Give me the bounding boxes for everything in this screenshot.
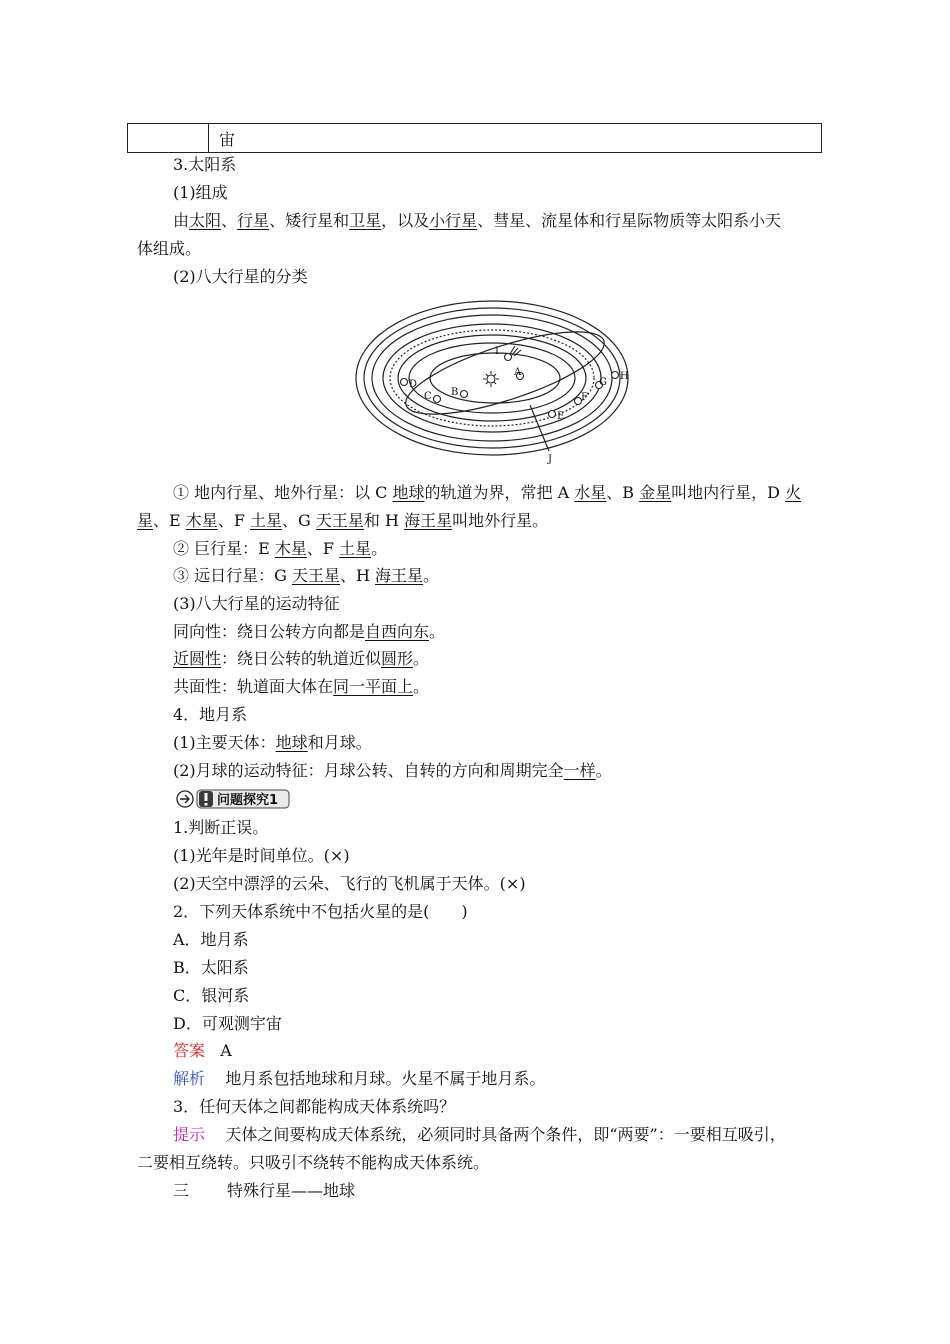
tag-label: 问题探究1	[217, 793, 279, 808]
option-c: C．银河系	[173, 986, 250, 1005]
composition-line1: 由太阳、行星、矮行星和卫星，以及小行星、彗星、流星体和行星际物质等太阳系小天	[173, 211, 782, 230]
hint-label: 提示	[173, 1125, 206, 1144]
hint-line2: 二要相互绕转。只吸引不绕转不能构成天体系统。	[137, 1153, 490, 1172]
label-I: I	[495, 346, 499, 357]
option-a: A．地月系	[173, 930, 249, 949]
answer-line	[173, 1041, 232, 1061]
motion-line1: 同向性：绕日公转方向都是自西向东。	[173, 622, 446, 641]
classification-1-line1: ① 地内行星、地外行星：以 C 地球的轨道为界，常把 A 水星、B 金星叫地内行星，D 火	[173, 483, 802, 502]
solar-system-diagram	[355, 298, 645, 468]
q1: 1.判断正误。	[173, 818, 269, 837]
answer-value: A	[220, 1041, 232, 1060]
classification-3: ③ 远日行星：G 天王星、H 海王星。	[173, 566, 440, 585]
table-fragment	[127, 123, 822, 153]
motion-line3: 共面性：轨道面大体在同一平面上。	[173, 677, 430, 696]
label-G: G	[599, 377, 607, 388]
composition-line2: 体组成。	[137, 239, 202, 258]
explanation-label: 解析	[173, 1069, 206, 1088]
section-three-heading: 三 特殊行星——地球	[173, 1181, 356, 1200]
explanation-line: 解析 地月系包括地球和月球。火星不属于地月系。	[173, 1069, 546, 1088]
section-4-line1: (1)主要天体：地球和月球。	[173, 733, 372, 752]
label-H: H	[620, 371, 629, 382]
label-A: A	[514, 367, 522, 378]
label-D: D	[409, 379, 418, 390]
section-3-title: 3.太阳系	[173, 155, 237, 174]
answer-label: 答案	[173, 1041, 206, 1060]
classification-1-line2: 星、E 木星、F 土星、G 天王星和 H 海王星叫地外行星。	[137, 511, 549, 530]
q3: 3．任何天体之间都能构成天体系统吗？	[173, 1097, 456, 1116]
motion-title: (3)八大行星的运动特征	[173, 594, 340, 613]
label-B: B	[451, 387, 459, 398]
section-3-sub1: (1)组成	[173, 183, 228, 202]
motion-line2: 近圆性：绕日公转的轨道近似圆形。	[173, 649, 430, 668]
table-cell: 宙	[219, 130, 236, 149]
option-d: D．可观测宇宙	[173, 1014, 282, 1033]
table-divider	[208, 124, 209, 152]
q1a: (1)光年是时间单位。(×)	[173, 846, 350, 865]
section-4-title: 4．地月系	[173, 705, 248, 724]
classification-2: ② 巨行星：E 木星、F 土星。	[173, 539, 388, 558]
q1b: (2)天空中漂浮的云朵、飞行的飞机属于天体。(×)	[173, 874, 526, 893]
question-explore-tag	[175, 788, 291, 810]
label-E: E	[557, 411, 565, 422]
label-F: F	[581, 392, 588, 403]
section-3-sub2: (2)八大行星的分类	[173, 267, 308, 286]
hint-line1: 提示 天体之间要构成天体系统，必须同时具备两个条件，即“两要”：一要相互吸引，	[173, 1125, 786, 1144]
label-J: J	[548, 454, 553, 465]
q2: 2．下列天体系统中不包括火星的是( )	[173, 902, 468, 921]
section-4-line2: (2)月球的运动特征：月球公转、自转的方向和周期完全一样。	[173, 761, 612, 780]
label-C: C	[424, 391, 432, 402]
option-b: B．太阳系	[173, 958, 249, 977]
